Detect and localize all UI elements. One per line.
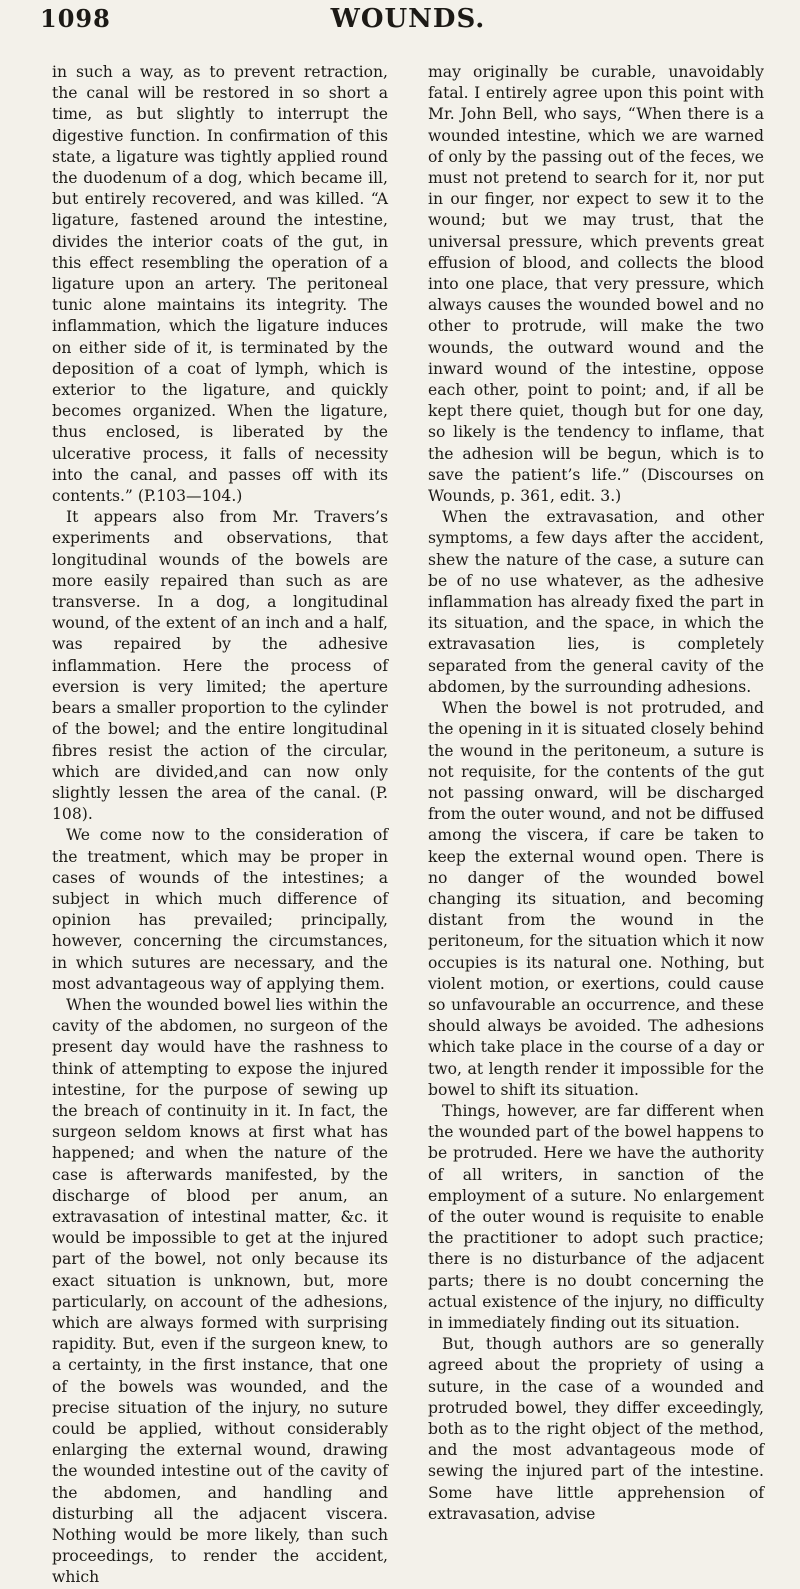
paragraph: Things, however, are far different when the wounded part of the bowel happens to be protruded. Here we have the authority of all writers, in sanction of the employment of a suture. No enlargement of the outer wound is requisite to enable the practitioner to adopt such practice; there is no disturbance of the adjacent parts; there is no doubt concerning the actual existence of the injury, no difficulty in immediately finding out its situation. <box>428 1101 764 1332</box>
paragraph: When the bowel is not protruded, and the opening in it is situated closely behind the wound in the peritoneum, a suture is not requisite, for the contents of the gut not passing onward, will be discharged from the outer wound, and not be diffused among the viscera, if care be taken to keep the external wound open. There is no danger of the wounded bowel changing its situation, and becoming distant from the wound in the peritoneum, for the situation which it now occupies is its natural one. Nothing, but violent motion, or exertions, could cause so unfavourable an occurrence, and these should always be avoided. The adhesions which take place in the course of a day or two, at length render it impossible for the bowel to shift its situation. <box>428 699 764 1099</box>
paragraph: When the wounded bowel lies within the cavity of the abdomen, no surgeon of the present day would have the rashness to think of attempting to expose the injured intestine, for the purpose of sewing up the breach of continuity in it. In fact, the surgeon seldom knows at first what has happened; and when the nature of the case is afterwards manifested, by the discharge of blood per anum, an extravasation of intestinal matter, &c. it would be impossible to get at the injured part of the bowel, not only because its exact situation is unknown, but, more particularly, on account of the adhesions, which are always formed with surprising rapidity. But, even if the surgeon knew, to a certainty, in the first instance, that one of the bowels was wounded, and the precise situation of the injury, no suture could be applied, without considerably enlarging the external wound, drawing the wounded intestine out of the cavity of the abdomen, and handling and disturbing all the adjacent viscera. Nothing would be more likely, than such proceedings, to render the accident, which <box>52 995 388 1587</box>
right-column <box>428 62 764 1523</box>
paragraph: We come now to the consideration of the treatment, which may be proper in cases of wounds of the intestines; a subject in which much difference of opinion has prevailed; principally, however, concerning the circumstances, in which sutures are necessary, and the most advantageous way of applying them. <box>52 826 388 993</box>
paragraph: in such a way, as to prevent retraction, the canal will be restored in so short a time, as but slightly to interrupt the digestive function. In confirmation of this state, a ligature was tightly applied round the duodenum of a dog, which became ill, but entirely recovered, and was killed. “A ligature, fastened around the intestine, divides the interior coats of the gut, in this effect resembling the operation of a ligature upon an artery. The peritoneal tunic alone maintains its integrity. The inflammation, which the ligature induces on either side of it, is terminated by the deposition of a coat of lymph, which is exterior to the ligature, and quickly becomes organized. When the ligature, thus enclosed, is liberated by the ulcerative process, it falls of necessity into the canal, and passes off with its contents.” (P.103—104.) <box>52 63 388 506</box>
left-column <box>52 62 388 1587</box>
paragraph: It appears also from Mr. Travers’s experiments and observations, that longitudinal wounds of the bowels are more easily repaired than such as are transverse. In a dog, a longitudinal wound, of the extent of an inch and a half, was repaired by the adhesive inflammation. Here the process of eversion is very limited; the aperture bears a smaller proportion to the cylinder of the bowel; and the entire longitudinal fibres resist the action of the circular, which are divided,and can now only slightly lessen the area of the canal. (P. 108). <box>52 508 388 824</box>
paragraph: But, though authors are so generally agreed about the propriety of using a suture, in the case of a wounded and protruded bowel, they differ exceedingly, both as to the right object of the method, and the most advantageous mode of sewing the injured part of the intestine. Some have little apprehension of extravasation, advise <box>428 1335 764 1523</box>
page-number: 1098 <box>40 4 111 33</box>
paragraph: may originally be curable, unavoidably fatal. I entirely agree upon this point with Mr. John Bell, who says, “When there is a wounded intestine, which we are warned of only by the passing out of the feces, we must not pretend to search for it, nor put in our finger, nor expect to sew it to the wound; but we may trust, that the universal pressure, which prevents great effusion of blood, and collects the blood into one place, that very pressure, which always causes the wounded bowel and no other to protrude, will make the two wounds, the outward wound and the inward wound of the intestine, oppose each other, point to point; and, if all be kept there quiet, though but for one day, so likely is the tendency to inflame, that the adhesion will be begun, which is to save the patient’s life.” (Discourses on Wounds, p. 361, edit. 3.) <box>428 63 764 506</box>
paragraph: When the extravasation, and other symptoms, a few days after the accident, shew the nature of the case, a suture can be of no use whatever, as the adhesive inflammation has already fixed the part in its situation, and the space, in which the extravasation lies, is completely separated from the general cavity of the abdomen, by the surrounding adhesions. <box>428 508 764 696</box>
page-header <box>40 2 776 38</box>
running-head: WOUNDS. <box>330 4 486 34</box>
